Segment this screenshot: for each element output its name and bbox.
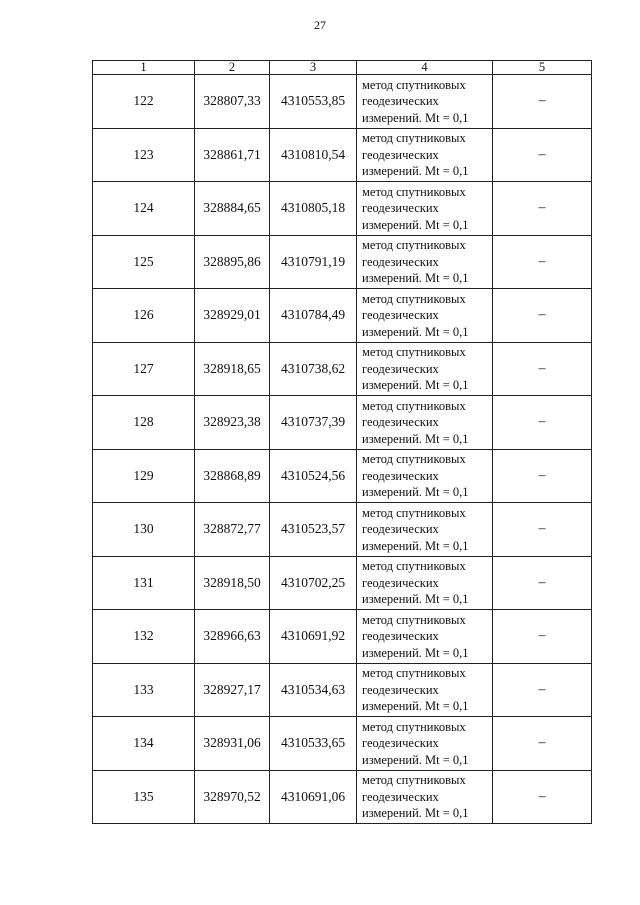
dash-cell: – (493, 289, 592, 343)
method-text-line: измерений. Mt = 0,1 (362, 645, 469, 660)
method-text-line: геодезических (362, 629, 439, 643)
dash-cell: – (493, 556, 592, 610)
point-number-cell: 126 (93, 289, 195, 343)
method-text-line: геодезических (362, 94, 439, 108)
y-coordinate-cell: 4310738,62 (270, 342, 357, 396)
dash-cell: – (493, 342, 592, 396)
method-text-line: измерений. Mt = 0,1 (362, 699, 469, 713)
table-row (93, 342, 592, 396)
method-text-line: измерений. Mt = 0,1 (362, 164, 469, 178)
point-number-cell: 130 (93, 503, 195, 557)
method-text-line: геодезических (362, 575, 439, 590)
method-cell (357, 128, 493, 182)
point-number-cell: 122 (93, 75, 195, 129)
method-text-line: метод спутниковых (362, 131, 466, 145)
method-text-line: измерений. Mt = 0,1 (362, 485, 469, 499)
y-coordinate-cell: 4310737,39 (270, 396, 357, 450)
dash-cell: – (493, 182, 592, 236)
method-cell (357, 503, 493, 557)
point-number-cell: 125 (93, 235, 195, 289)
y-coordinate-cell: 4310810,54 (270, 128, 357, 182)
table-header-row (93, 61, 592, 75)
method-cell (357, 770, 493, 824)
x-coordinate-cell: 328918,50 (195, 556, 270, 610)
table-row (93, 449, 592, 503)
method-text-line: метод спутниковых (362, 719, 466, 734)
method-text-line: измерений. Mt = 0,1 (362, 752, 469, 767)
x-coordinate-cell: 328868,89 (195, 449, 270, 503)
method-text-line: метод спутниковых (362, 773, 466, 787)
y-coordinate-cell: 4310524,56 (270, 449, 357, 503)
point-number-cell: 135 (93, 770, 195, 824)
table-row (93, 75, 592, 129)
dash-cell: – (493, 610, 592, 664)
method-text-line: геодезических (362, 415, 439, 429)
table-row (93, 770, 592, 824)
method-text-line: метод спутниковых (362, 238, 466, 252)
table-row (93, 182, 592, 236)
method-cell (357, 610, 493, 664)
table-row (93, 235, 592, 289)
x-coordinate-cell: 328927,17 (195, 663, 270, 717)
x-coordinate-cell: 328966,63 (195, 610, 270, 664)
point-number-cell: 127 (93, 342, 195, 396)
y-coordinate-cell: 4310805,18 (270, 182, 357, 236)
column-header: 3 (270, 61, 357, 75)
table-row (93, 128, 592, 182)
table-row (93, 663, 592, 717)
point-number-cell: 134 (93, 717, 195, 771)
method-text-line: метод спутниковых (362, 666, 466, 680)
method-cell (357, 75, 493, 129)
method-text-line: метод спутниковых (362, 184, 466, 199)
method-cell (357, 182, 493, 236)
method-text-line: метод спутниковых (362, 505, 466, 520)
y-coordinate-cell: 4310791,19 (270, 235, 357, 289)
method-text-line: метод спутниковых (362, 77, 466, 92)
method-cell (357, 449, 493, 503)
method-text-line: измерений. Mt = 0,1 (362, 271, 469, 285)
method-text-line: измерений. Mt = 0,1 (362, 324, 469, 339)
y-coordinate-cell: 4310534,63 (270, 663, 357, 717)
method-text-line: геодезических (362, 736, 439, 750)
x-coordinate-cell: 328918,65 (195, 342, 270, 396)
y-coordinate-cell: 4310553,85 (270, 75, 357, 129)
method-text-line: измерений. Mt = 0,1 (362, 538, 469, 553)
method-text-line: геодезических (362, 201, 439, 215)
y-coordinate-cell: 4310691,06 (270, 770, 357, 824)
method-text-line: геодезических (362, 682, 439, 697)
x-coordinate-cell: 328872,77 (195, 503, 270, 557)
table-row (93, 610, 592, 664)
x-coordinate-cell: 328884,65 (195, 182, 270, 236)
table-row (93, 717, 592, 771)
point-number-cell: 129 (93, 449, 195, 503)
method-text-line: измерений. Mt = 0,1 (362, 592, 469, 606)
x-coordinate-cell: 328970,52 (195, 770, 270, 824)
dash-cell: – (493, 449, 592, 503)
method-text-line: геодезических (362, 254, 439, 269)
x-coordinate-cell: 328807,33 (195, 75, 270, 129)
page-number: 27 (314, 18, 326, 32)
method-text-line: геодезических (362, 522, 439, 536)
dash-cell: – (493, 396, 592, 450)
x-coordinate-cell: 328895,86 (195, 235, 270, 289)
dash-cell: – (493, 75, 592, 129)
dash-cell: – (493, 663, 592, 717)
dash-cell: – (493, 503, 592, 557)
column-header: 2 (195, 61, 270, 75)
method-text-line: геодезических (362, 147, 439, 162)
method-text-line: геодезических (362, 361, 439, 376)
column-header: 1 (93, 61, 195, 75)
method-cell (357, 235, 493, 289)
x-coordinate-cell: 328929,01 (195, 289, 270, 343)
method-text-line: измерений. Mt = 0,1 (362, 378, 469, 392)
y-coordinate-cell: 4310533,65 (270, 717, 357, 771)
method-cell (357, 289, 493, 343)
point-number-cell: 132 (93, 610, 195, 664)
method-text-line: геодезических (362, 308, 439, 322)
method-cell (357, 663, 493, 717)
method-cell (357, 556, 493, 610)
method-text-line: метод спутниковых (362, 291, 466, 306)
method-text-line: измерений. Mt = 0,1 (362, 110, 469, 125)
method-text-line: метод спутниковых (362, 452, 466, 466)
column-header: 5 (493, 61, 592, 75)
dash-cell: – (493, 128, 592, 182)
method-text-line: метод спутниковых (362, 559, 466, 573)
table-row (93, 289, 592, 343)
point-number-cell: 123 (93, 128, 195, 182)
table-row (93, 396, 592, 450)
coordinates-table (92, 60, 592, 824)
table-row (93, 503, 592, 557)
table-body (93, 75, 592, 824)
point-number-cell: 131 (93, 556, 195, 610)
column-header: 4 (357, 61, 493, 75)
y-coordinate-cell: 4310691,92 (270, 610, 357, 664)
y-coordinate-cell: 4310523,57 (270, 503, 357, 557)
method-text-line: метод спутниковых (362, 398, 466, 413)
method-text-line: измерений. Mt = 0,1 (362, 217, 469, 232)
method-text-line: измерений. Mt = 0,1 (362, 806, 469, 820)
method-text-line: метод спутниковых (362, 612, 466, 627)
dash-cell: – (493, 717, 592, 771)
method-cell (357, 342, 493, 396)
method-cell (357, 396, 493, 450)
method-cell (357, 717, 493, 771)
point-number-cell: 128 (93, 396, 195, 450)
point-number-cell: 124 (93, 182, 195, 236)
dash-cell: – (493, 770, 592, 824)
method-text-line: геодезических (362, 789, 439, 804)
table-row (93, 556, 592, 610)
x-coordinate-cell: 328861,71 (195, 128, 270, 182)
y-coordinate-cell: 4310702,25 (270, 556, 357, 610)
method-text-line: геодезических (362, 468, 439, 483)
method-text-line: измерений. Mt = 0,1 (362, 431, 469, 446)
point-number-cell: 133 (93, 663, 195, 717)
dash-cell: – (493, 235, 592, 289)
x-coordinate-cell: 328931,06 (195, 717, 270, 771)
y-coordinate-cell: 4310784,49 (270, 289, 357, 343)
x-coordinate-cell: 328923,38 (195, 396, 270, 450)
method-text-line: метод спутниковых (362, 345, 466, 359)
